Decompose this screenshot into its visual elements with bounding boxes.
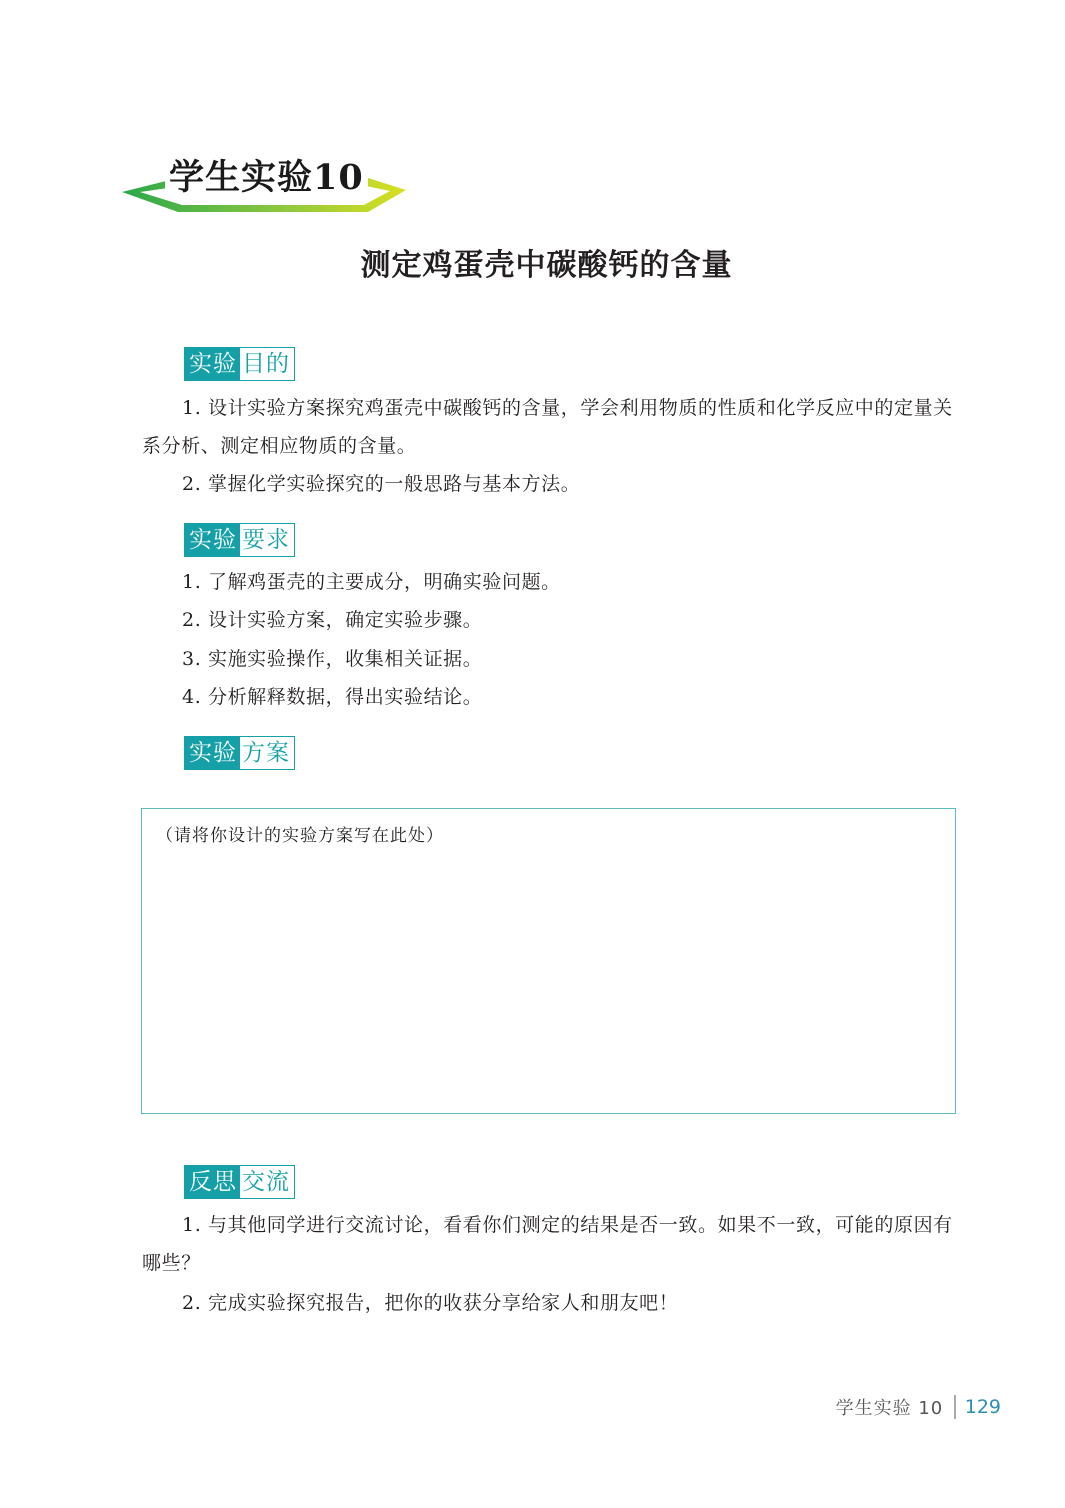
reflection-item-1: 1. 与其他同学进行交流讨论，看看你们测定的结果是否一致。如果不一致，可能的原因有哪些？ bbox=[142, 1214, 953, 1274]
requirements-item-2: 2. 设计实验方案，确定实验步骤。 bbox=[182, 609, 483, 631]
page-footer bbox=[836, 1394, 1001, 1420]
requirements-item-4: 4. 分析解释数据，得出实验结论。 bbox=[182, 686, 483, 708]
section-heading-requirements-part-b: 要求 bbox=[240, 524, 294, 556]
purpose-item-2: 2. 掌握化学实验探究的一般思路与基本方法。 bbox=[182, 473, 581, 495]
section-heading-requirements-part-a: 实验 bbox=[185, 524, 240, 556]
plan-placeholder-text: （请将你设计的实验方案写在此处） bbox=[156, 826, 444, 846]
reflection-item-2: 2. 完成实验探究报告，把你的收获分享给家人和朋友吧！ bbox=[182, 1292, 679, 1314]
section-heading-purpose-part-b: 目的 bbox=[240, 348, 294, 380]
section-heading-plan-part-a: 实验 bbox=[185, 737, 240, 769]
experiment-banner bbox=[118, 150, 418, 220]
section-heading-reflection bbox=[184, 1165, 295, 1199]
section-heading-plan-part-b: 方案 bbox=[240, 737, 294, 769]
footer-divider bbox=[954, 1395, 956, 1419]
requirements-item-3: 3. 实施实验操作，收集相关证据。 bbox=[182, 648, 483, 670]
page-number: 129 bbox=[964, 1396, 1001, 1418]
section-heading-purpose-part-a: 实验 bbox=[185, 348, 240, 380]
purpose-item-1: 1. 设计实验方案探究鸡蛋壳中碳酸钙的含量，学会利用物质的性质和化学反应中的定量关系分析、测定相应物质的含量。 bbox=[142, 397, 953, 457]
section-heading-plan bbox=[184, 736, 295, 770]
section-heading-purpose bbox=[184, 347, 295, 381]
requirements-item-1: 1. 了解鸡蛋壳的主要成分，明确实验问题。 bbox=[182, 571, 561, 593]
experiment-plan-box[interactable] bbox=[141, 808, 956, 1114]
section-heading-reflection-part-a: 反思 bbox=[185, 1166, 240, 1198]
footer-label: 学生实验 10 bbox=[835, 1398, 944, 1419]
page-title: 测定鸡蛋壳中碳酸钙的含量 bbox=[360, 248, 733, 283]
section-heading-requirements bbox=[184, 523, 295, 557]
banner-title: 学生实验10 bbox=[165, 156, 368, 200]
section-heading-reflection-part-b: 交流 bbox=[240, 1166, 294, 1198]
